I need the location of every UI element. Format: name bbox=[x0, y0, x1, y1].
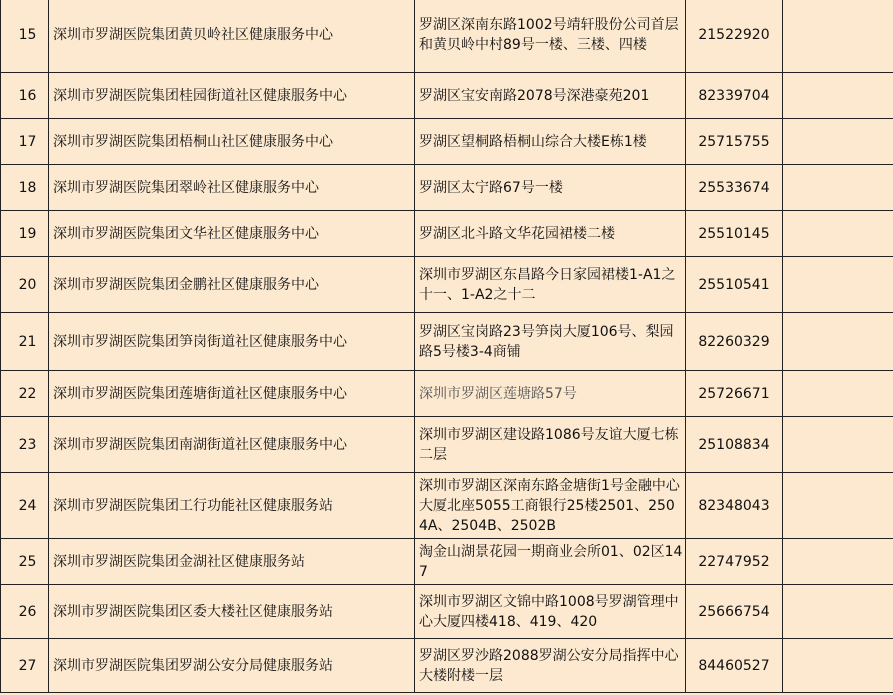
table-row bbox=[1, 257, 893, 313]
center-name: 深圳市罗湖医院集团文华社区健康服务中心 bbox=[49, 211, 415, 257]
row-number: 16 bbox=[1, 73, 49, 119]
row-number: 17 bbox=[1, 119, 49, 165]
row-number: 20 bbox=[1, 257, 49, 313]
center-phone: 84460527 bbox=[686, 639, 783, 693]
center-name: 深圳市罗湖医院集团区委大楼社区健康服务站 bbox=[49, 585, 415, 639]
center-address: 罗湖区宝安南路2078号深港豪苑201 bbox=[415, 73, 686, 119]
table-row bbox=[1, 211, 893, 257]
row-number: 22 bbox=[1, 371, 49, 417]
empty-cell bbox=[783, 371, 893, 417]
center-address: 罗湖区宝岗路23号笋岗大厦106号、梨园路5号楼3-4商铺 bbox=[415, 313, 686, 371]
empty-cell bbox=[783, 211, 893, 257]
center-name: 深圳市罗湖医院集团工行功能社区健康服务站 bbox=[49, 473, 415, 539]
table-row bbox=[1, 539, 893, 585]
row-number: 18 bbox=[1, 165, 49, 211]
row-number: 24 bbox=[1, 473, 49, 539]
center-phone: 25510145 bbox=[686, 211, 783, 257]
empty-cell bbox=[783, 585, 893, 639]
center-address: 罗湖区太宁路67号一楼 bbox=[415, 165, 686, 211]
table-row bbox=[1, 639, 893, 693]
center-phone: 25726671 bbox=[686, 371, 783, 417]
center-address: 淘金山湖景花园一期商业会所01、02区147 bbox=[415, 539, 686, 585]
row-number: 27 bbox=[1, 639, 49, 693]
empty-cell bbox=[783, 119, 893, 165]
center-address: 罗湖区望桐路梧桐山综合大楼E栋1楼 bbox=[415, 119, 686, 165]
empty-cell bbox=[783, 165, 893, 211]
table-row bbox=[1, 313, 893, 371]
center-name: 深圳市罗湖医院集团黄贝岭社区健康服务中心 bbox=[49, 0, 415, 73]
row-number: 25 bbox=[1, 539, 49, 585]
table-row bbox=[1, 473, 893, 539]
empty-cell bbox=[783, 473, 893, 539]
center-address: 罗湖区北斗路文华花园裙楼二楼 bbox=[415, 211, 686, 257]
row-number: 15 bbox=[1, 0, 49, 73]
table-row bbox=[1, 119, 893, 165]
center-name: 深圳市罗湖医院集团南湖街道社区健康服务中心 bbox=[49, 417, 415, 473]
center-name: 深圳市罗湖医院集团梧桐山社区健康服务中心 bbox=[49, 119, 415, 165]
center-phone: 82339704 bbox=[686, 73, 783, 119]
center-phone: 25666754 bbox=[686, 585, 783, 639]
table-row bbox=[1, 371, 893, 417]
center-phone: 22747952 bbox=[686, 539, 783, 585]
center-phone: 21522920 bbox=[686, 0, 783, 73]
empty-cell bbox=[783, 73, 893, 119]
empty-cell bbox=[783, 417, 893, 473]
row-number: 21 bbox=[1, 313, 49, 371]
center-phone: 25533674 bbox=[686, 165, 783, 211]
center-address: 深圳市罗湖区东昌路今日家园裙楼1-A1之十一、1-A2之十二 bbox=[415, 257, 686, 313]
center-name: 深圳市罗湖医院集团莲塘街道社区健康服务中心 bbox=[49, 371, 415, 417]
table-row bbox=[1, 417, 893, 473]
center-address: 深圳市罗湖区文锦中路1008号罗湖管理中心大厦四楼418、419、420 bbox=[415, 585, 686, 639]
empty-cell bbox=[783, 257, 893, 313]
center-name: 深圳市罗湖医院集团桂园街道社区健康服务中心 bbox=[49, 73, 415, 119]
table-row bbox=[1, 73, 893, 119]
center-name: 深圳市罗湖医院集团笋岗街道社区健康服务中心 bbox=[49, 313, 415, 371]
table-row bbox=[1, 165, 893, 211]
row-number: 23 bbox=[1, 417, 49, 473]
center-name: 深圳市罗湖医院集团翠岭社区健康服务中心 bbox=[49, 165, 415, 211]
center-address: 深圳市罗湖区莲塘路57号 bbox=[415, 371, 686, 417]
row-number: 19 bbox=[1, 211, 49, 257]
center-address: 深圳市罗湖区建设路1086号友谊大厦七栋二层 bbox=[415, 417, 686, 473]
center-phone: 82348043 bbox=[686, 473, 783, 539]
center-address: 罗湖区罗沙路2088罗湖公安分局指挥中心大楼附楼一层 bbox=[415, 639, 686, 693]
table-row bbox=[1, 585, 893, 639]
center-phone: 25715755 bbox=[686, 119, 783, 165]
empty-cell bbox=[783, 639, 893, 693]
empty-cell bbox=[783, 313, 893, 371]
empty-cell bbox=[783, 0, 893, 73]
center-name: 深圳市罗湖医院集团金鹏社区健康服务中心 bbox=[49, 257, 415, 313]
center-phone: 25510541 bbox=[686, 257, 783, 313]
center-address: 罗湖区深南东路1002号靖轩股份公司首层和黄贝岭中村89号一楼、三楼、四楼 bbox=[415, 0, 686, 73]
center-phone: 82260329 bbox=[686, 313, 783, 371]
empty-cell bbox=[783, 539, 893, 585]
center-phone: 25108834 bbox=[686, 417, 783, 473]
table-row bbox=[1, 0, 893, 73]
row-number: 26 bbox=[1, 585, 49, 639]
center-name: 深圳市罗湖医院集团罗湖公安分局健康服务站 bbox=[49, 639, 415, 693]
center-name: 深圳市罗湖医院集团金湖社区健康服务站 bbox=[49, 539, 415, 585]
center-address: 深圳市罗湖区深南东路金塘街1号金融中心大厦北座5055工商银行25楼2501、2504A、2504B、2502B bbox=[415, 473, 686, 539]
